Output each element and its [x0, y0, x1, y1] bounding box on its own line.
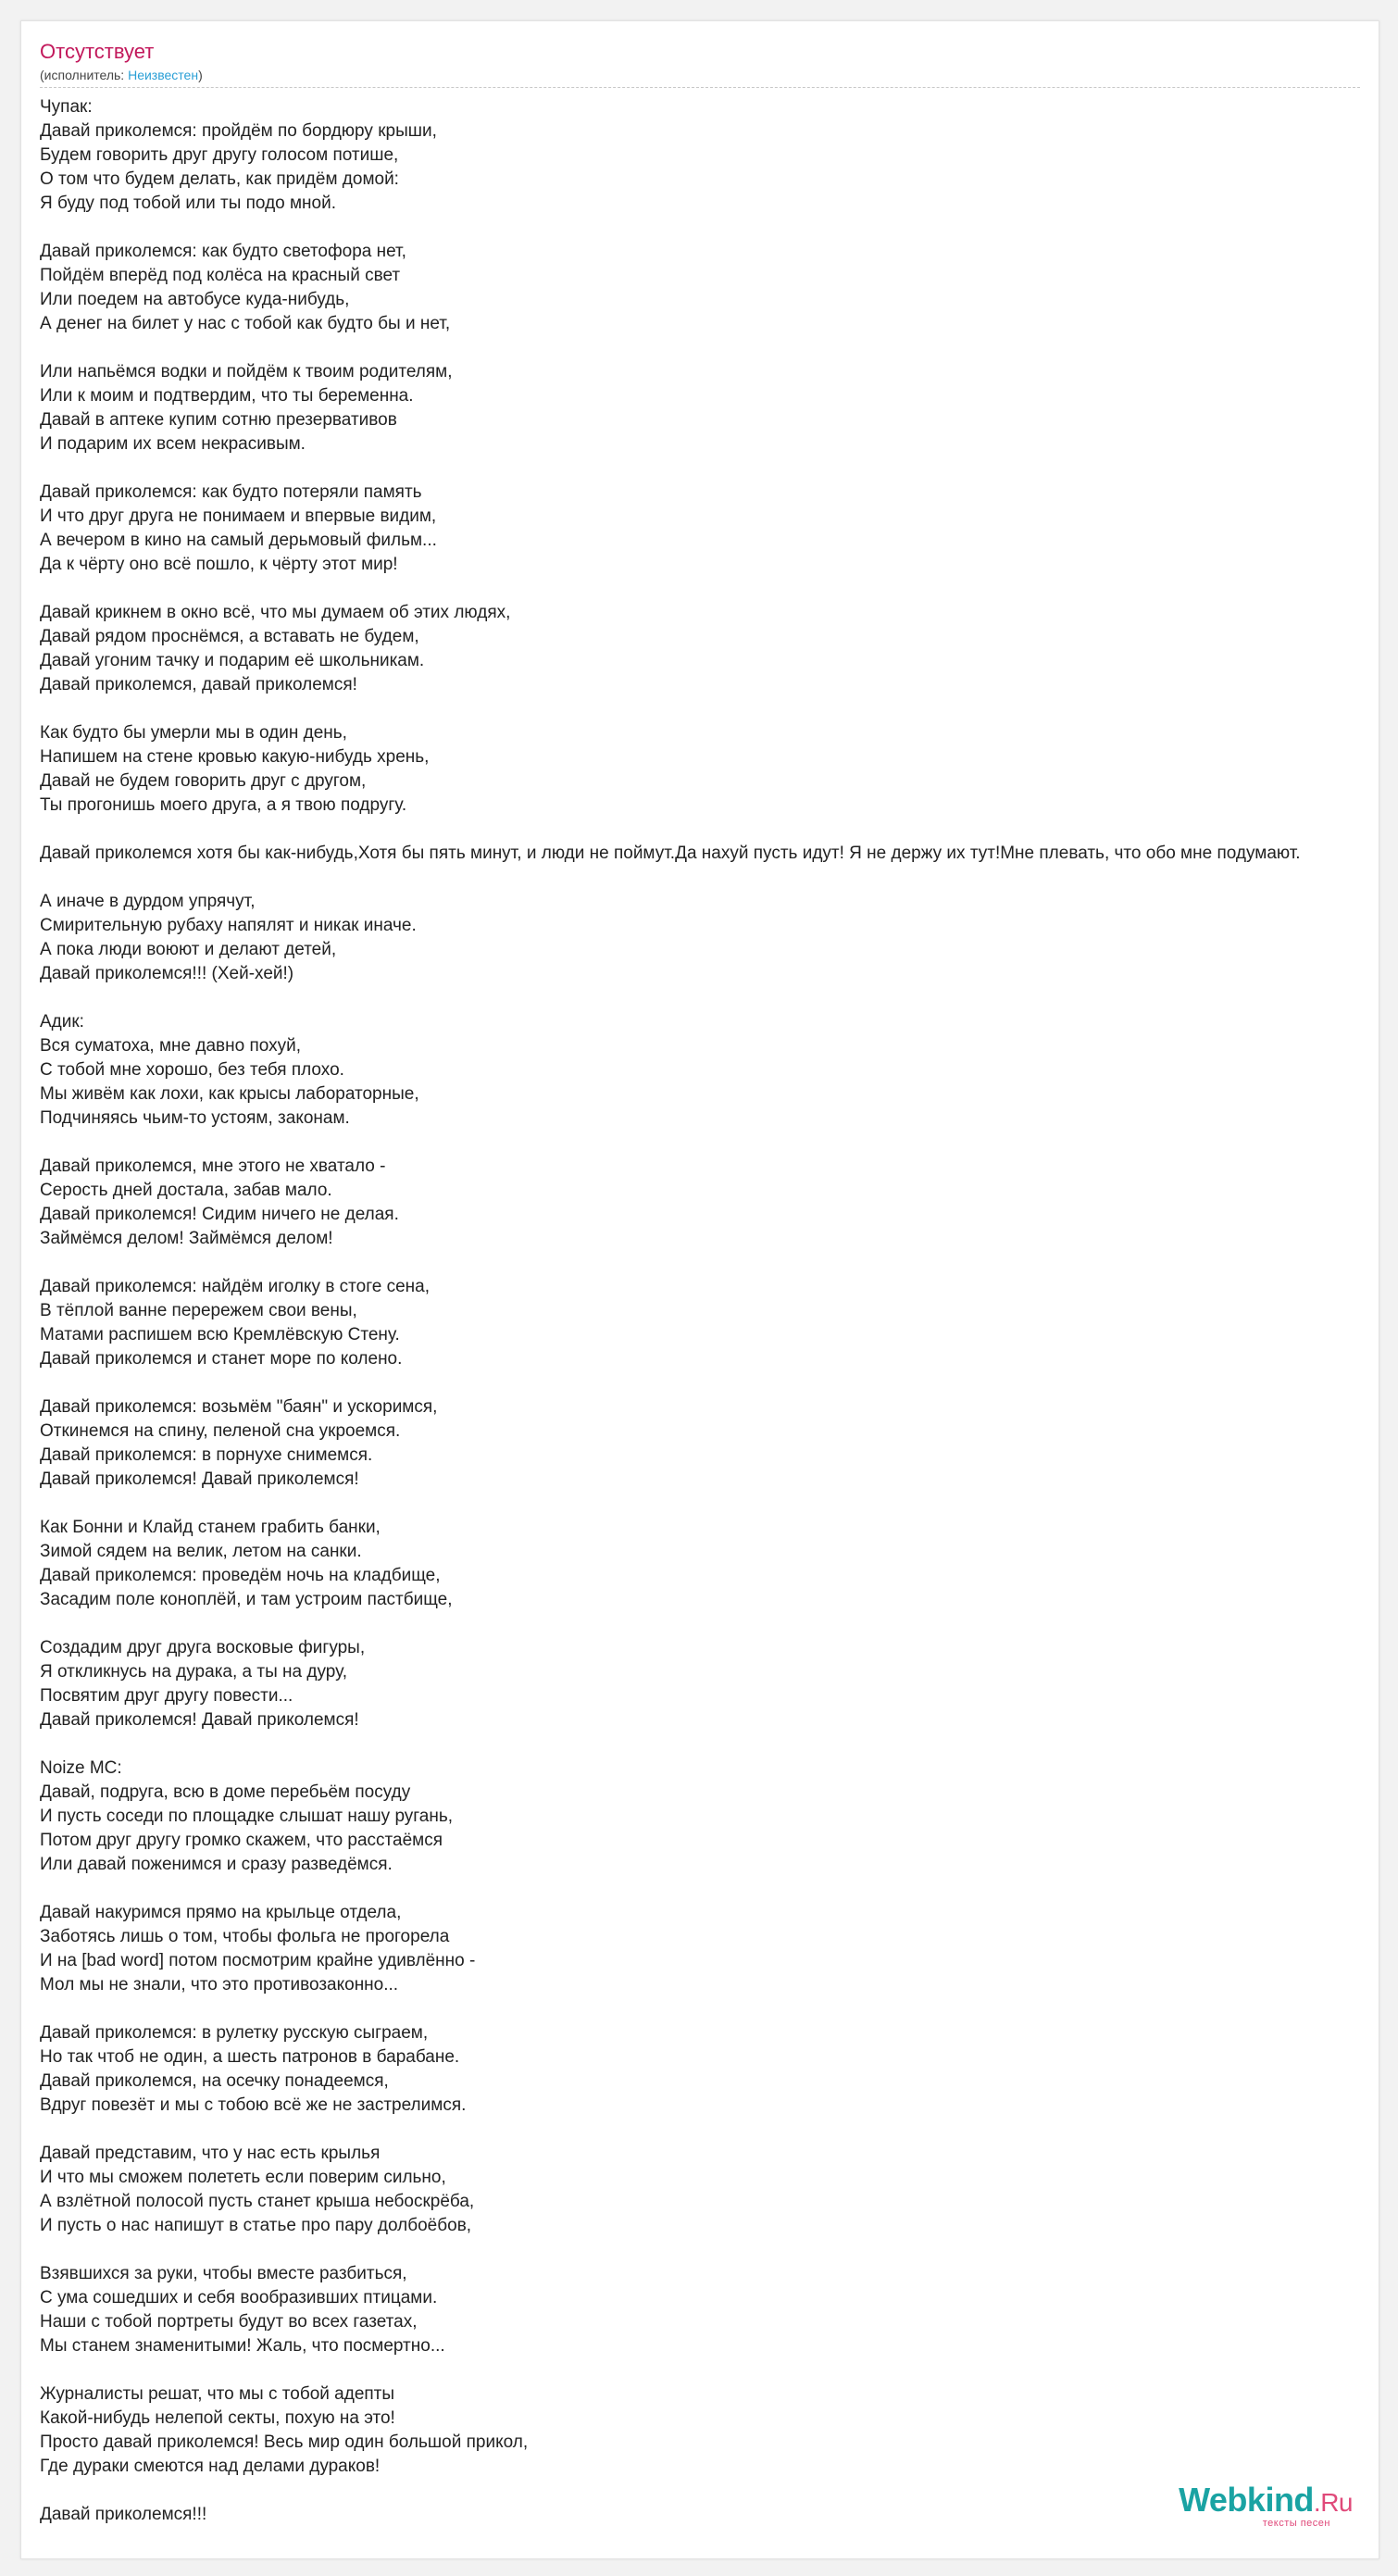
song-header: [40, 40, 1360, 88]
logo-tld: .Ru: [1313, 2488, 1353, 2517]
logo-main-text: Webkind: [1179, 2481, 1314, 2519]
artist-prefix: (исполнитель:: [40, 68, 129, 82]
webkind-logo[interactable]: [1179, 2483, 1353, 2529]
lyrics-text: Чупак: Давай приколемся: пройдём по бордюру крыши, Будем говорить друг другу голосом потише, О том что будем делать, как придём домой: Я буду под тобой или ты подо мной. Давай приколемся: как будто светофора нет, Пойдём вперёд под колёса на красный свет Или поедем на автобусе куда-нибудь, А денег на билет у нас с тобой как будто бы и нет, Или напьёмся водки и пойдём к твоим родителям, Или к моим и подтвердим, что ты беременна. Давай в аптеке купим сотню презервативов И подарим их всем некрасивым. Давай приколемся: как будто потеряли память И что друг друга не понимаем и впервые видим, А вечером в кино на самый дерьмовый фильм... Да к чёрту оно всё пошло, к чёрту этот мир! Давай крикнем в окно всё, что мы думаем об этих людях, Давай рядом проснёмся, а вставать не будем, Давай угоним тачку и подарим её школьникам. Давай приколемся, давай приколемся! Как будто бы умерли мы в один день, Напишем на стене кровью какую-нибудь хрень, Давай не будем говорить друг с другом, Ты прогонишь моего друга, а я твою подругу. Давай приколемся хотя бы как-нибудь,Хотя бы пять минут, и люди не поймут.Да нахуй пусть идут! Я не держу их тут!Мне плевать, что обо мне подумают. А иначе в дурдом упрячут, Смирительную рубаху напялят и никак иначе. А пока люди воюют и делают детей, Давай приколемся!!! (Хей-хей!) Адик: Вся суматоха, мне давно похуй, С тобой мне хорошо, без тебя плохо. Мы живём как лохи, как крысы лабораторные, Подчиняясь чьим-то устоям, законам. Давай приколемся, мне этого не хватало - Серость дней достала, забав мало. Давай приколемся! Сидим ничего не делая. Займёмся делом! Займёмся делом! Давай приколемся: найдём иголку в стоге сена, В тёплой ванне перережем свои вены, Матами распишем всю Кремлёвскую Стену. Давай приколемся и станет море по колено. Давай приколемся: возьмём "баян" и ускоримся, Откинемся на спину, пеленой сна укроемся. Давай приколемся: в порнухе снимемся. Давай приколемся! Давай приколемся! Как Бонни и Клайд станем грабить банки, Зимой сядем на велик, летом на санки. Давай приколемся: проведём ночь на кладбище, Засадим поле коноплёй, и там устроим пастбище, Создадим друг друга восковые фигуры, Я откликнусь на дурака, а ты на дуру, Посвятим друг другу повести... Давай приколемся! Давай приколемся! Noize MC: Давай, подруга, всю в доме перебьём посуду И пусть соседи по площадке слышат нашу ругань, Потом друг другу громко скажем, что расстаёмся Или давай поженимся и сразу разведёмся. Давай накуримся прямо на крыльце отдела, Заботясь лишь о том, чтобы фольга не прогорела И на [bad word] потом посмотрим крайне удивлённо - Мол мы не знали, что это противозаконно... Давай приколемся: в рулетку русскую сыграем, Но так чтоб не один, а шесть патронов в барабане. Давай приколемся, на осечку понадеемся, Вдруг повезёт и мы с тобою всё же не застрелимся. Давай представим, что у нас есть крылья И что мы сможем полететь если поверим сильно, А взлётной полосой пусть станет крыша небоскрёба, И пусть о нас напишут в статье про пару долбоёбов, Взявшихся за руки, чтобы вместе разбиться, С ума сошедших и себя вообразивших птицами. Наши с тобой портреты будут во всех газетах, Мы станем знаменитыми! Жаль, что посмертно... Журналисты решат, что мы с тобой адепты Какой-нибудь нелепой секты, похую на это! Просто давай приколемся! Весь мир один большой прикол, Где дураки смеются над делами дураков! Давай приколемся!!!: [40, 97, 1301, 2524]
logo-wordmark: [1179, 2483, 1353, 2520]
lyrics-page: [20, 20, 1379, 2559]
song-title: Отсутствует: [40, 40, 155, 63]
logo-tagline: тексты песен: [1262, 2518, 1330, 2529]
artist-suffix: ): [198, 68, 203, 82]
artist-link[interactable]: Неизвестен: [128, 68, 199, 82]
artist-line: [40, 67, 1360, 83]
